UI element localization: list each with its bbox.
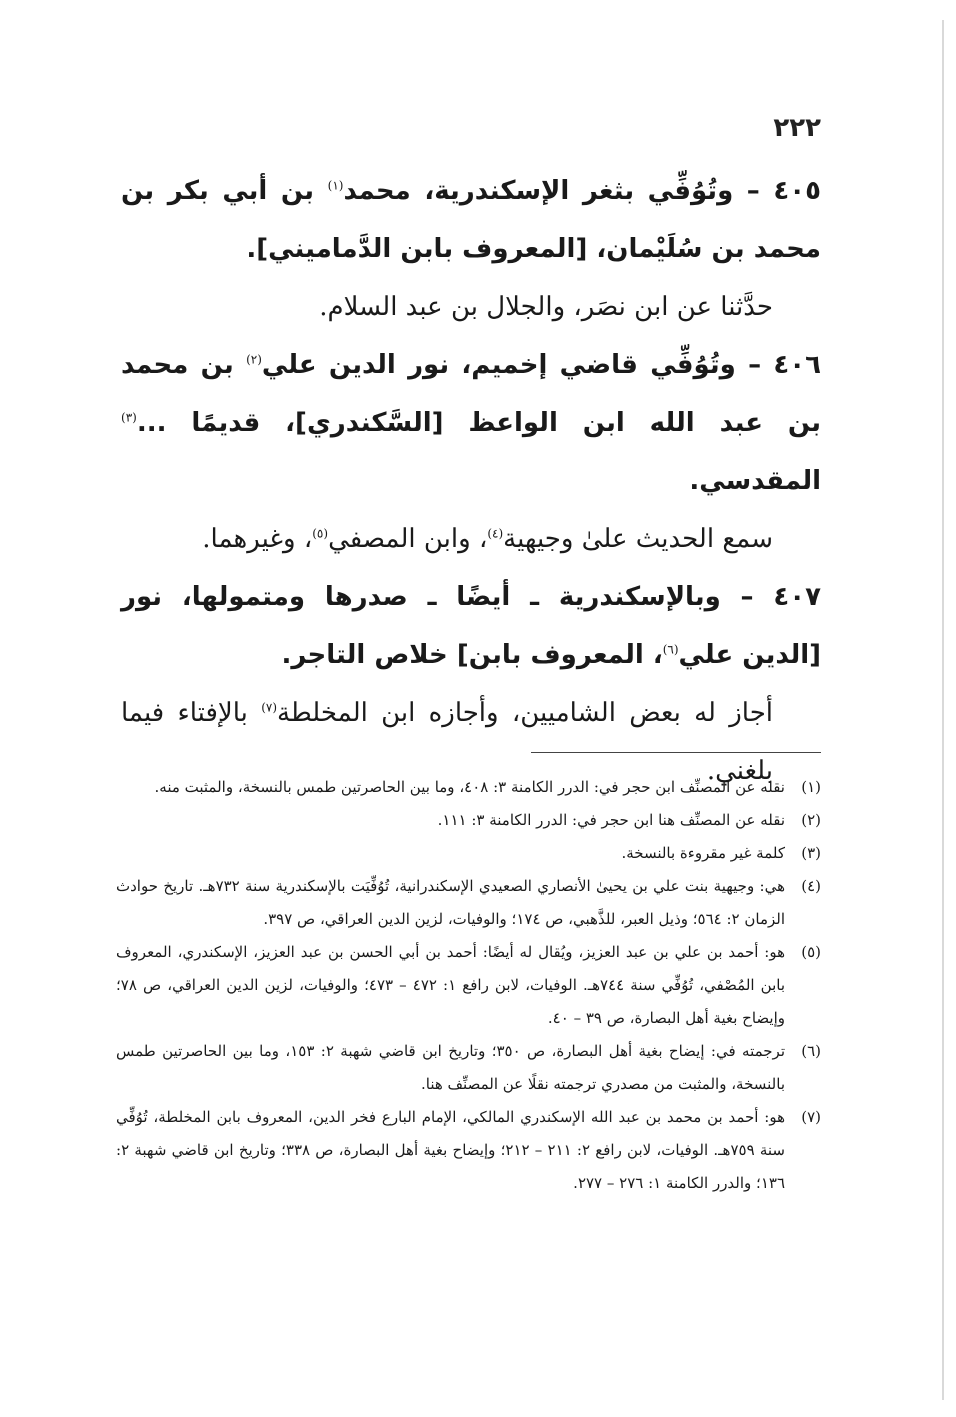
main-text — [121, 162, 821, 800]
footnote-6 — [116, 1035, 821, 1101]
entry-406-body-c: ، وغيرهما. — [202, 524, 313, 554]
entry-406-heading — [121, 336, 821, 510]
footnote-ref-7: (٧) — [261, 700, 278, 715]
footnote-3 — [116, 837, 821, 870]
entry-407-body-a: أجاز له بعض الشاميين، وأجازه ابن المخلطة — [277, 698, 773, 728]
entry-406-body-a: سمع الحديث علىٰ وجيهية — [503, 524, 773, 554]
footnote-4-text: هي: وجيهية بنت علي بن يحيىٰ الأنصاري الصعيدي الإسكندرانية، تُوُفِّيَت بالإسكندرية سنة ٧٣٢هـ. تاريخ حوادث الزمان ٢: ٥٦٤؛ وذيل العبر، للذَّهبي، ص ١٧٤؛ والوفيات، لزين الدين العراقي، ص ٣٩٧. — [116, 877, 785, 928]
page-number: ٢٢٢ — [773, 113, 821, 143]
footnotes — [116, 771, 821, 1200]
footnote-ref-3: (٣) — [121, 410, 137, 425]
entry-407-body-b: بالإفتاء فيما بلغني. — [121, 698, 773, 786]
footnote-separator — [531, 752, 821, 753]
entry-406-heading-a: ٤٠٦ – وتُوُفِّي قاضي إخميم، نور الدين علي — [261, 350, 821, 380]
entry-406-body — [121, 510, 821, 568]
footnote-ref-6: (٦) — [662, 642, 679, 657]
entry-405-heading-b: بن أبي بكر بن محمد بن سُلَيْمان، [المعروف بابن الدَّماميني]. — [121, 176, 821, 264]
footnote-4-number: (٤) — [801, 877, 821, 895]
footnote-5 — [116, 936, 821, 1035]
footnote-4 — [116, 870, 821, 936]
footnote-1 — [116, 771, 821, 804]
entry-405-body: حدَّثنا عن ابن نصَر، والجلال بن عبد السلام. — [319, 292, 773, 322]
entry-407-heading-b: ، المعروف بابن] خلاص التاجر. — [281, 640, 663, 670]
footnote-7-text: هو: أحمد بن محمد بن عبد الله الإسكندري المالكي، الإمام البارع فخر الدين، المعروف بابن المخلطة، تُوُفِّي سنة ٧٥٩هـ. الوفيات، لابن رافع ٢: ٢١١ – ٢١٢؛ وإيضاح بغية أهل البصارة، ص ٣٣٨؛ وتاريخ ابن قاضي شهبة ٢: ١٣٦؛ والدرر الكامنة ١: ٢٧٦ – ٢٧٧. — [116, 1108, 785, 1192]
entry-405-heading-a: ٤٠٥ – وتُوُفِّي بثغر الإسكندرية، محمد — [343, 176, 821, 206]
entry-406-body-b: ، وابن المصفي — [328, 524, 488, 554]
footnote-2 — [116, 804, 821, 837]
footnote-5-number: (٥) — [801, 943, 821, 961]
footnote-3-number: (٣) — [801, 844, 821, 862]
footnote-ref-2: (٢) — [246, 352, 262, 367]
entry-407-heading — [121, 568, 821, 684]
footnote-7-number: (٧) — [801, 1108, 821, 1126]
footnote-2-text: نقله عن المصنِّف هنا ابن حجر في: الدرر الكامنة ٣: ١١١. — [437, 811, 785, 829]
footnote-ref-1: (١) — [327, 178, 344, 193]
footnote-6-text: ترجمته في: إيضاح بغية أهل البصارة، ص ٣٥٠؛ وتاريخ ابن قاضي شهبة ٢: ١٥٣، وما بين الحاصرتين طمس بالنسخة، والمثبت من مصدري ترجمته نقلًا عن المصنِّف هنا. — [116, 1042, 785, 1093]
entry-407-heading-a: ٤٠٧ – وبالإسكندرية ـ أيضًا ـ صدرها ومتمولها، نور [الدين علي — [121, 582, 821, 670]
page-edge-line — [942, 20, 944, 1400]
footnote-7 — [116, 1101, 821, 1200]
footnote-1-number: (١) — [801, 778, 821, 796]
entry-406-heading-c: المقدسي. — [689, 466, 821, 496]
footnote-1-text: نقله عن المصنِّف ابن حجر في: الدرر الكامنة ٣: ٤٠٨، وما بين الحاصرتين طمس بالنسخة، والمثبت منه. — [154, 778, 785, 796]
footnote-2-number: (٢) — [801, 811, 821, 829]
entry-406-heading-b: بن محمد بن عبد الله ابن الواعظ [السَّكندري]، قديمًا ... — [121, 350, 821, 438]
footnote-3-text: كلمة غير مقروءة بالنسخة. — [621, 844, 785, 862]
footnote-5-text: هو: أحمد بن علي بن عبد العزيز، ويُقال له أيضًا: أحمد بن أبي الحسن بن عبد العزيز، الإسكندري، المعروف بابن المُصْفي، تُوُفِّي سنة ٧٤٤هـ. الوفيات، لابن رافع ١: ٤٧٢ – ٤٧٣؛ والوفيات، لزين الدين العراقي، ص ٧٨؛ وإيضاح بغية أهل البصارة، ص ٣٩ – ٤٠. — [116, 943, 785, 1027]
footnote-ref-5: (٥) — [312, 526, 329, 541]
footnote-6-number: (٦) — [801, 1042, 821, 1060]
entry-405-heading — [121, 162, 821, 278]
footnote-ref-4: (٤) — [487, 526, 504, 541]
